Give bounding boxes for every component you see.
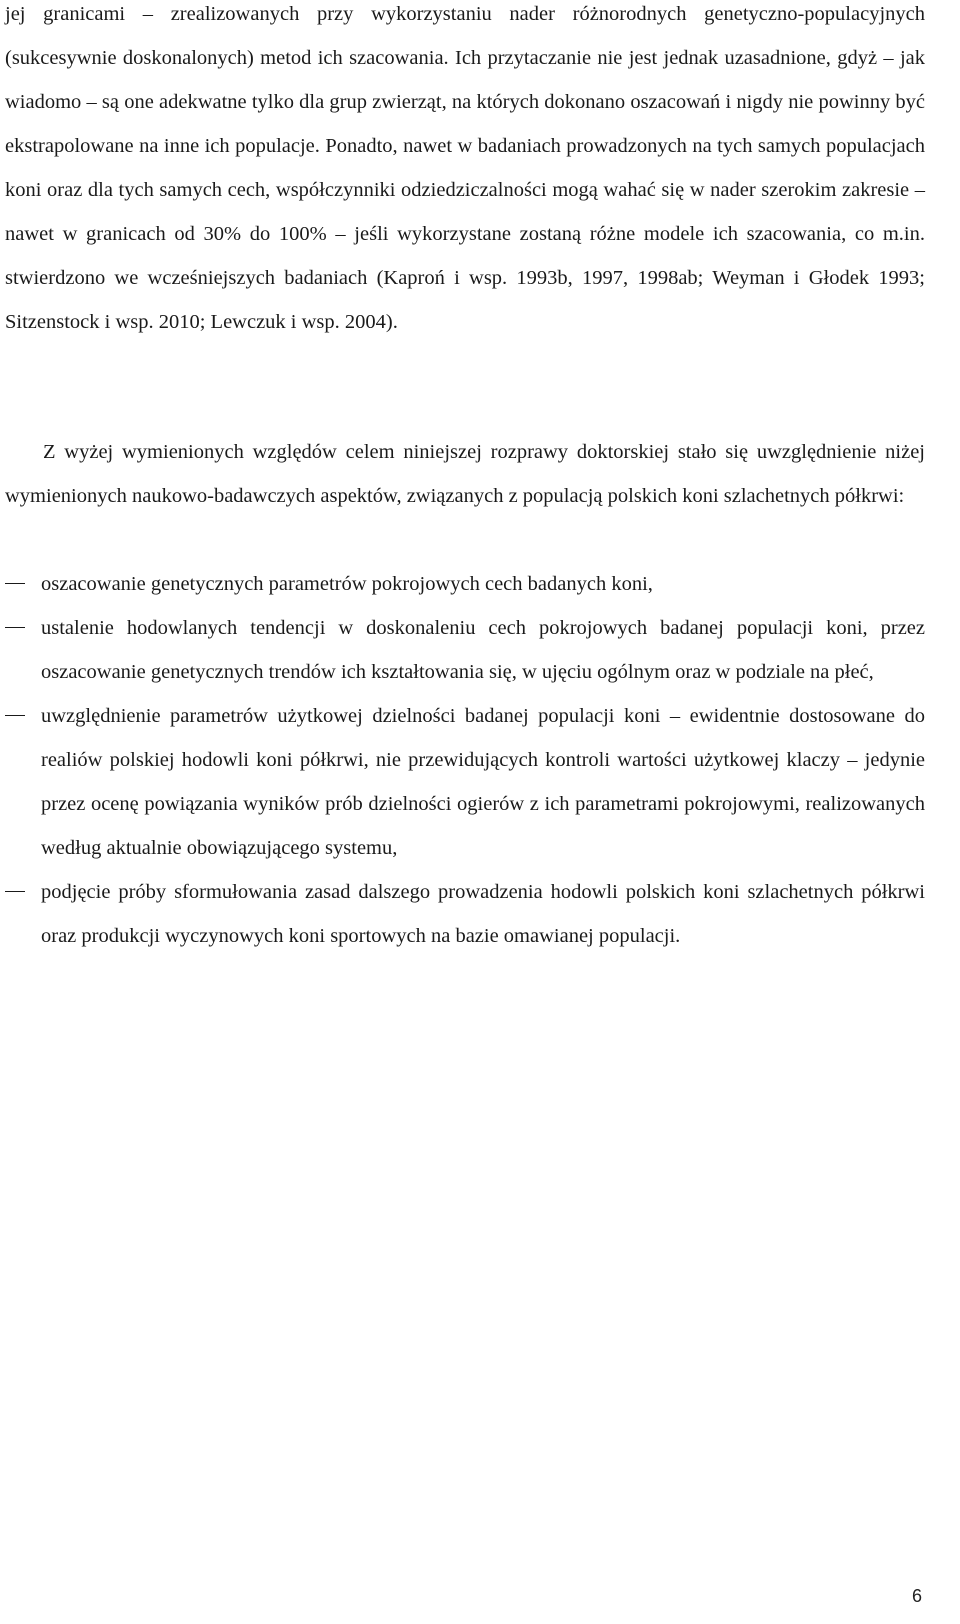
list-item-text: podjęcie próby sformułowania zasad dalszego prowadzenia hodowli polskich koni szlachetnych półkrwi oraz produkcji wyczynowych koni sportowych na bazie omawianej populacji.: [41, 881, 925, 947]
list-item-text: uwzględnienie parametrów użytkowej dzielności badanej populacji koni – ewidentnie dostosowane do realiów polskiej hodowli koni półkrwi, nie przewidujących kontroli wartości użytkowej klaczy – jedynie przez ocenę powiązania wyników prób dzielności ogierów z ich parametrami pokrojowymi, realizowanych według aktualnie obowiązującego systemu,: [41, 705, 925, 859]
page-number: 6: [911, 1586, 922, 1606]
dash-bullet-icon: [5, 627, 25, 628]
list-item: [5, 562, 925, 606]
list-item: [5, 870, 925, 958]
paragraph-dissertation-aims-intro: Z wyżej wymienionych względów celem niniejszej rozprawy doktorskiej stało się uwzględnienie niżej wymienionych naukowo-badawczych aspektów, związanych z populacją polskich koni szlachetnych półkrwi:: [5, 441, 925, 507]
list-item-text: ustalenie hodowlanych tendencji w doskonaleniu cech pokrojowych badanej populacji koni, przez oszacowanie genetycznych trendów ich kształtowania się, w ujęciu ogólnym oraz w podziale na płeć,: [41, 617, 925, 683]
list-item: [5, 606, 925, 694]
list-item: [5, 694, 925, 870]
dash-bullet-icon: [5, 583, 25, 584]
list-item-text: oszacowanie genetycznych parametrów pokrojowych cech badanych koni,: [41, 573, 653, 595]
aims-list: [5, 562, 925, 958]
dash-bullet-icon: [5, 891, 25, 892]
paragraph-heritability-continuation: jej granicami – zrealizowanych przy wykorzystaniu nader różnorodnych genetyczno-populacyjnych (sukcesywnie doskonalonych) metod ich szacowania. Ich przytaczanie nie jest jednak uzasadnione, gdyż – jak wiadomo – są one adekwatne tylko dla grup zwierząt, na których dokonano oszacowań i nigdy nie powinny być ekstrapolowane na inne ich populacje. Ponadto, nawet w badaniach prowadzonych na tych samych populacjach koni oraz dla tych samych cech, współczynniki odziedziczalności mogą wahać się w nader szerokim zakresie – nawet w granicach od 30% do 100% – jeśli wykorzystane zostaną różne modele ich szacowania, co m.in. stwierdzono we wcześniejszych badaniach (Kaproń i wsp. 1993b, 1997, 1998ab; Weyman i Głodek 1993; Sitzenstock i wsp. 2010; Lewczuk i wsp. 2004).: [5, 3, 925, 333]
dash-bullet-icon: [5, 715, 25, 716]
